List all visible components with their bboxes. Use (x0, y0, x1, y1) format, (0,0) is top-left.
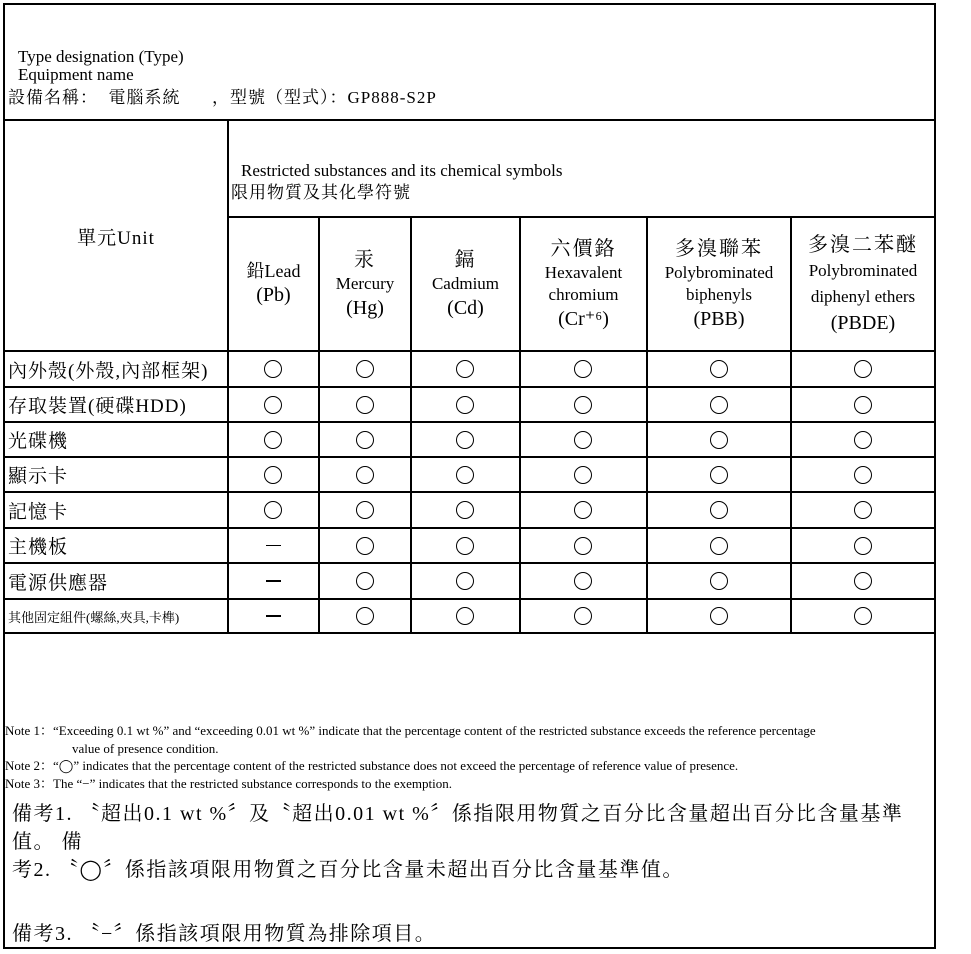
circle-mark-icon (453, 600, 477, 632)
column-en: Polybrominated diphenyl ethers (808, 261, 918, 306)
row-label: 內外殼(外殼,內部框架) (8, 360, 209, 382)
row-label: 存取裝置(硬碟HDD) (8, 396, 187, 417)
restricted-substances-en: Restricted substances and its chemical symbols (241, 161, 563, 180)
circle-mark-icon (571, 529, 595, 562)
circle-mark-icon (851, 564, 875, 598)
circle-mark-icon (353, 458, 377, 491)
row-label: 記憶卡 (8, 501, 69, 523)
column-zh: 鉛Lead (246, 261, 301, 281)
remark-2: 考2. 〝◯〞係指該項限用物質之百分比含量未超出百分比含量基準值。 (12, 859, 684, 881)
type-designation: Type designation (Type) (18, 47, 184, 66)
circle-mark-icon (571, 458, 595, 491)
circle-mark-icon (707, 458, 731, 491)
row-label: 電源供應器 (8, 572, 109, 594)
column-symbol: (PBB) (693, 308, 745, 330)
remark-3: 備考3. 〝−〞係指該項限用物質為排除項目。 (12, 923, 437, 945)
circle-mark-icon (851, 352, 875, 386)
column-en: Hexavalent chromium (544, 263, 623, 304)
circle-mark-icon (261, 458, 285, 491)
column-symbol: (Pb) (256, 284, 291, 306)
header-block (3, 3, 936, 121)
circle-mark-icon (707, 529, 731, 562)
column-header-mercury (320, 218, 410, 350)
circle-mark-icon (353, 423, 377, 456)
circle-mark-icon (571, 352, 595, 386)
column-symbol: (Cr⁺⁶) (558, 308, 609, 330)
row-label: 主機板 (8, 537, 69, 558)
dash-mark-icon (261, 564, 285, 598)
circle-mark-icon (353, 600, 377, 632)
note-1: Note 1：“Exceeding 0.1 wt %” and “exceeding 0.01 wt %” indicate that the percentage content of the restricted substance exceeds the reference percentage (5, 723, 816, 738)
column-en: Cadmium (431, 274, 500, 293)
circle-mark-icon (353, 388, 377, 421)
circle-mark-icon (453, 388, 477, 421)
dash-mark-icon (261, 600, 285, 632)
circle-mark-icon (707, 352, 731, 386)
circle-mark-icon (261, 388, 285, 421)
column-header-pbde (792, 218, 934, 350)
circle-mark-icon (353, 529, 377, 562)
column-zh: 多溴聯苯 (675, 238, 763, 260)
circle-mark-icon (261, 423, 285, 456)
circle-mark-icon (571, 493, 595, 527)
column-header-cadmium (412, 218, 519, 350)
note-3: Note 3：The “−” indicates that the restricted substance corresponds to the exemption. (5, 775, 453, 791)
circle-mark-icon (453, 352, 477, 386)
table-bottom-border (3, 632, 936, 634)
circle-mark-icon (851, 600, 875, 632)
circle-mark-icon (851, 388, 875, 421)
circle-mark-icon (851, 529, 875, 562)
restricted-substances-header (231, 160, 563, 204)
circle-mark-icon (261, 493, 285, 527)
column-header-lead (229, 218, 318, 350)
notes-block (5, 722, 930, 792)
circle-mark-icon (261, 352, 285, 386)
circle-mark-icon (453, 493, 477, 527)
circle-mark-icon (571, 564, 595, 598)
circle-mark-icon (353, 493, 377, 527)
circle-mark-icon (707, 388, 731, 421)
dash-mark-icon (261, 529, 285, 562)
circle-mark-icon (571, 388, 595, 421)
circle-mark-icon (453, 529, 477, 562)
equipment-name: Equipment name (18, 65, 134, 84)
circle-mark-icon (453, 458, 477, 491)
circle-mark-icon (353, 564, 377, 598)
circle-mark-icon (453, 423, 477, 456)
note-1-continued: value of presence condition. (72, 740, 219, 756)
column-header-hexavalent-chromium (521, 218, 646, 350)
circle-mark-icon (707, 600, 731, 632)
column-zh: 汞 (354, 249, 376, 271)
circle-mark-icon (707, 564, 731, 598)
device-model-line: 設備名稱： 電腦系統 ，型號（型式）：GP888-S2P (8, 88, 437, 107)
circle-mark-icon (851, 458, 875, 491)
column-en: Mercury (335, 274, 395, 293)
column-zh: 六價鉻 (550, 238, 617, 260)
circle-mark-icon (453, 564, 477, 598)
column-symbol: (Hg) (346, 297, 384, 319)
column-symbol: (PBDE) (830, 312, 896, 334)
row-label: 顯示卡 (8, 466, 69, 487)
column-zh: 鎘 (454, 249, 477, 271)
remarks-block (12, 800, 927, 948)
column-zh: 多溴二苯醚 (808, 234, 918, 256)
circle-mark-icon (851, 493, 875, 527)
circle-mark-icon (571, 423, 595, 456)
circle-mark-icon (707, 493, 731, 527)
circle-mark-icon (707, 423, 731, 456)
column-header-pbb (648, 218, 790, 350)
circle-mark-icon (571, 600, 595, 632)
unit-column-header: 單元Unit (77, 227, 155, 249)
circle-mark-icon (353, 352, 377, 386)
row-label: 光碟機 (8, 431, 69, 452)
remark-1: 備考1. 〝超出0.1 wt %〞及〝超出0.01 wt %〞係指限用物質之百分比含量超出百分比含量基準值。 備 (12, 803, 904, 853)
column-symbol: (Cd) (447, 297, 484, 319)
column-en: Polybrominated biphenyls (664, 263, 774, 304)
restricted-substances-zh: 限用物質及其化學符號 (231, 183, 411, 202)
row-label: 其他固定組件(螺絲,夾具,卡榫) (8, 609, 180, 625)
note-2: Note 2：“◯” indicates that the percentage content of the restricted substance does not exceed the percentage of reference value of presence. (5, 758, 739, 773)
circle-mark-icon (851, 423, 875, 456)
